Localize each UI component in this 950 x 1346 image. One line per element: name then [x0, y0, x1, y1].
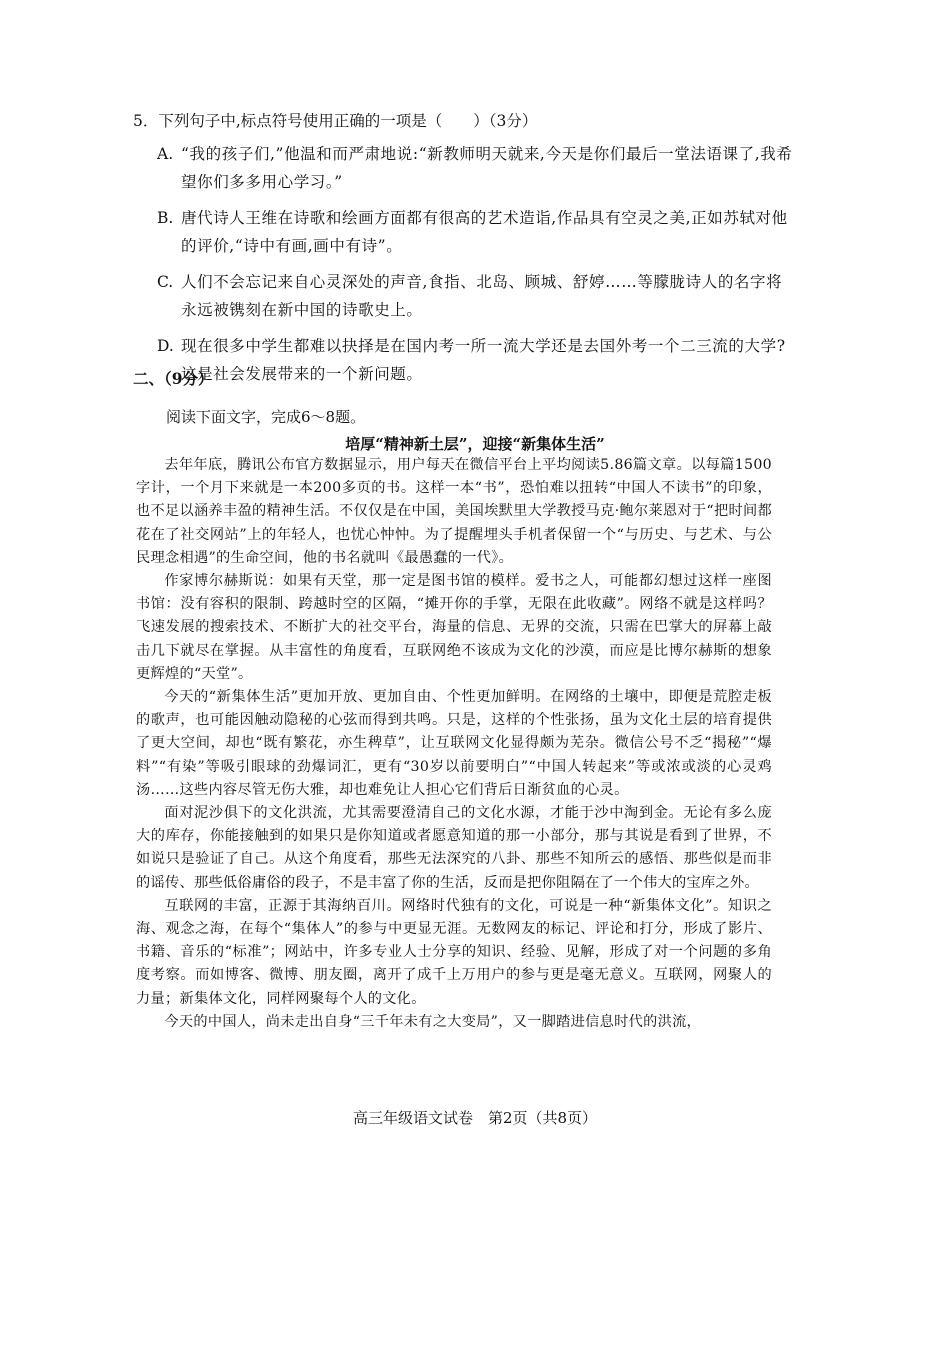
option-letter: D. [157, 337, 174, 355]
question-stem: 5．下列句子中,标点符号使用正确的一项是（ ）（3分） [133, 112, 538, 130]
option-letter: C. [157, 273, 174, 291]
article-paragraph: 去年年底，腾讯公布官方数据显示，用户每天在微信平台上平均阅读5.86篇文章。以每篇1500字计，一个月下来就是一本200多页的书。这样一本“书”，恐怕难以扭转“中国人不读书”的印象，也不足以涵养丰盈的精神生活。不仅仅是在中国，美国埃默里大学教授马克·鲍尔莱恩对于“把时间都花在了社交网站”上的年轻人，也忧心忡忡。为了提醒埋头手机者保留一个“与历史、与艺术、与公民理念相遇”的生命空间，他的书名就叫《最愚蠢的一代》。 [136, 457, 772, 566]
option-text: “我的孩子们,”他温和而严肃地说:“新教师明天就来,今天是你们最后一堂法语课了,我希望你们多多用心学习。” [181, 145, 793, 191]
option-d [133, 332, 793, 388]
reading-instruction: 阅读下面文字，完成6～8题。 [166, 408, 366, 426]
option-text: 人们不会忘记来自心灵深处的声音,食指、北岛、顾城、舒婷……等朦胧诗人的名字将永远被镌刻在新中国的诗歌史上。 [181, 273, 783, 319]
article-paragraph: 互联网的丰富，正源于其海纳百川。网络时代独有的文化，可说是一种“新集体文化”。知识之海、观念之海，在每个“集体人”的参与中更显无涯。无数网友的标记、评论和打分，形成了影片、书籍、音乐的“标准”；网站中，许多专业人士分享的知识、经验、见解，形成了对一个问题的多角度考察。而如博客、微博、朋友圈，离开了成千上万用户的参与更是毫无意义。互联网，网聚人的力量；新集体文化，同样网聚每个人的文化。 [136, 897, 772, 1007]
option-c [133, 268, 793, 324]
article-body [136, 454, 772, 1034]
article-paragraph: 面对泥沙俱下的文化洪流，尤其需要澄清自己的文化水源，才能于沙中淘到金。无论有多么庞大的库存，你能接触到的如果只是你知道或者愿意知道的那一小部分，那与其说是看到了世界，不如说只是验证了自己。从这个角度看，那些无法深究的八卦、那些不知所云的感悟、那些似是而非的谣传、那些低俗庸俗的段子，不是丰富了你的生活，反而是把你阻隔在了一个伟大的宝库之外。 [136, 805, 772, 891]
page-footer: 高三年级语文试卷 第2页（共8页） [352, 1109, 598, 1127]
option-b [133, 204, 793, 260]
section-heading: 二、（9分） [133, 369, 214, 388]
article-title: 培厚“精神新土层”，迎接“新集体生活” [345, 435, 605, 453]
option-text: 唐代诗人王维在诗歌和绘画方面都有很高的艺术造诣,作品具有空灵之美,正如苏轼对他的评价,“诗中有画,画中有诗”。 [181, 209, 788, 255]
option-text: 现在很多中学生都难以抉择是在国内考一所一流大学还是去国外考一个二三流的大学?这是社会发展带来的一个新问题。 [181, 337, 786, 383]
option-letter: A. [157, 145, 174, 163]
option-letter: B. [157, 209, 174, 227]
article-paragraph: 今天的“新集体生活”更加开放、更加自由、个性更加鲜明。在网络的土壤中，即便是荒腔走板的歌声，也可能因触动隐秘的心弦而得到共鸣。只是，这样的个性张扬，虽为文化土层的培育提供了更大空间，却也“既有繁花，亦生稗草”，让互联网文化显得颇为芜杂。微信公号不乏“揭秘”“爆料”“有染”等吸引眼球的劲爆词汇，更有“30岁以前要明白”“中国人转起来”等或浓或淡的心灵鸡汤……这些内容尽管无伤大雅，却也难免让人担心它们背后日渐贫血的心灵。 [136, 689, 772, 798]
article-paragraph: 今天的中国人，尚未走出自身“三千年未有之大变局”，又一脚踏进信息时代的洪流， [164, 1013, 702, 1030]
option-a [133, 140, 793, 196]
article-paragraph: 作家博尔赫斯说：如果有天堂，那一定是图书馆的模样。爱书之人，可能都幻想过这样一座图书馆：没有容积的限制、跨越时空的区隔，“摊开你的手掌，无限在此收藏”。网络不就是这样吗？飞速发展的搜索技术、不断扩大的社交平台，海量的信息、无界的交流，只需在巴掌大的屏幕上敲击几下就尽在掌握。从丰富性的角度看，互联网绝不该成为文化的沙漠，而应是比博尔赫斯的想象更辉煌的“天堂”。 [136, 573, 772, 682]
question-5 [133, 108, 793, 396]
